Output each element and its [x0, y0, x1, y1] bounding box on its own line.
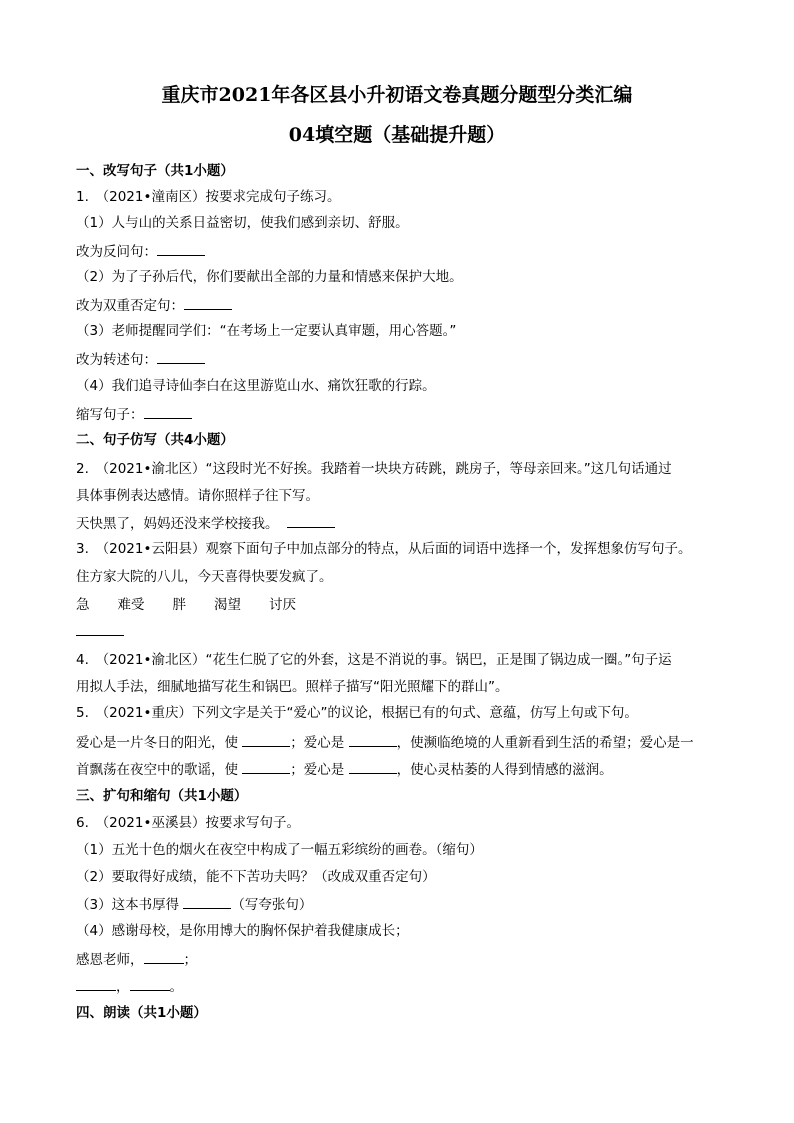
answer-blank[interactable] [144, 405, 192, 419]
question-2-example: 天快黑了，妈妈还没来学校接我。 [76, 514, 335, 533]
section-heading-imitation: 二、句子仿写（共4小题） [76, 432, 234, 448]
question-3-example: 住方家大院的八儿，今天喜得快要发疯了。 [76, 569, 333, 585]
question-6-part-2: （2）要取得好成绩，能不下苦功夫吗？（改成双重否定句） [76, 869, 436, 885]
question-6-part-1: （1）五光十色的烟火在夜空中构成了一幅五彩缤纷的画卷。（缩句） [76, 842, 483, 858]
question-3-stem: 3. （2021•云阳县）观察下面句子中加点部分的特点，从后面的词语中选择一个，发挥想象仿写句子。 [76, 541, 692, 557]
answer-blank[interactable] [157, 350, 205, 364]
answer-blank[interactable] [349, 733, 397, 747]
question-1-answer-3 [76, 350, 205, 369]
answer-blank[interactable] [242, 733, 290, 747]
question-6-answer-4a: 感恩老师， ； [76, 952, 197, 968]
question-5-line-2: 首飘荡在夜空中的歌谣，使 ；爱心是 ，使心灵枯萎的人得到情感的滋润。 [76, 762, 613, 778]
choice-word: 难受 [117, 597, 145, 613]
question-1-part-1: （1）人与山的关系日益密切，使我们感到亲切、舒服。 [76, 215, 409, 231]
question-1-part-4: （4）我们追寻诗仙李白在这里游览山水、痛饮狂歌的行踪。 [76, 378, 436, 394]
choice-word: 讨厌 [269, 597, 296, 613]
question-6-part-4: （4）感谢母校，是你用博大的胸怀保护着我健康成长； [76, 923, 409, 939]
answer-blank[interactable] [76, 977, 116, 991]
question-1-part-3: （3）老师提醒同学们：“在考场上一定要认真审题，用心答题。” [76, 323, 457, 339]
section-heading-reading: 四、朗读（共1小题） [76, 1005, 207, 1021]
answer-blank[interactable] [349, 760, 397, 774]
question-1-answer-4 [76, 405, 192, 424]
section-heading-rewrite: 一、改写句子（共1小题） [76, 163, 234, 179]
question-4-stem-cont: 用拟人手法，细腻地描写花生和锅巴。照样子描写“阳光照耀下的群山”。 [76, 679, 509, 695]
question-6-part-3: （3）这本书厚得 （写夸张句） [76, 897, 313, 913]
answer-blank[interactable] [183, 895, 231, 909]
question-5-stem: 5. （2021•重庆）下列文字是关于“爱心”的议论，根据已有的句式、意蕴，仿写上句或下句。 [76, 705, 638, 721]
question-6-stem: 6. （2021•巫溪县）按要求写句子。 [76, 815, 300, 831]
section-heading-expand-shorten: 三、扩句和缩句（共1小题） [76, 788, 248, 804]
answer-prompt: 改为双重否定句： [76, 298, 184, 314]
answer-blank[interactable] [76, 622, 124, 636]
question-5-line-1: 爱心是一片冬日的阳光，使 ；爱心是 ，使濒临绝境的人重新看到生活的希望；爱心是一 [76, 735, 694, 751]
answer-blank[interactable] [144, 950, 184, 964]
answer-blank[interactable] [287, 514, 335, 528]
question-2-stem-cont: 具体事例表达感情。请你照样子往下写。 [76, 488, 319, 504]
question-6-answer-4b: ， 。 [76, 977, 183, 996]
answer-blank[interactable] [184, 296, 232, 310]
choice-word: 渴望 [214, 597, 241, 613]
answer-prompt: 缩写句子： [76, 407, 144, 423]
question-2-stem: 2. （2021•渝北区）“这段时光不好挨。我踏着一块块方砖跳，跳房子，等母亲回来。”这几句话通过 [76, 461, 672, 477]
document-title: 重庆市2021年各区县小升初语文卷真题分题型分类汇编 [161, 84, 633, 106]
question-3-choices [76, 596, 324, 614]
question-1-stem: 1. （2021•潼南区）按要求完成句子练习。 [76, 189, 341, 205]
question-3-answer [76, 622, 124, 641]
question-4-stem: 4. （2021•渝北区）“花生仁脱了它的外套，这是不消说的事。锅巴，正是围了锅边成一圈。”句子运 [76, 652, 672, 668]
choice-word: 急 [76, 597, 90, 613]
answer-prompt: 改为转述句： [76, 352, 157, 368]
answer-blank[interactable] [157, 242, 205, 256]
question-1-part-2: （2）为了子孙后代，你们要献出全部的力量和情感来保护大地。 [76, 269, 463, 285]
choice-word: 胖 [172, 597, 186, 613]
answer-blank[interactable] [130, 977, 170, 991]
question-1-answer-2 [76, 296, 232, 315]
answer-prompt: 改为反问句： [76, 244, 157, 260]
question-1-answer-1 [76, 242, 205, 261]
answer-blank[interactable] [242, 760, 290, 774]
document-subtitle: 04填空题（基础提升题） [288, 124, 506, 146]
